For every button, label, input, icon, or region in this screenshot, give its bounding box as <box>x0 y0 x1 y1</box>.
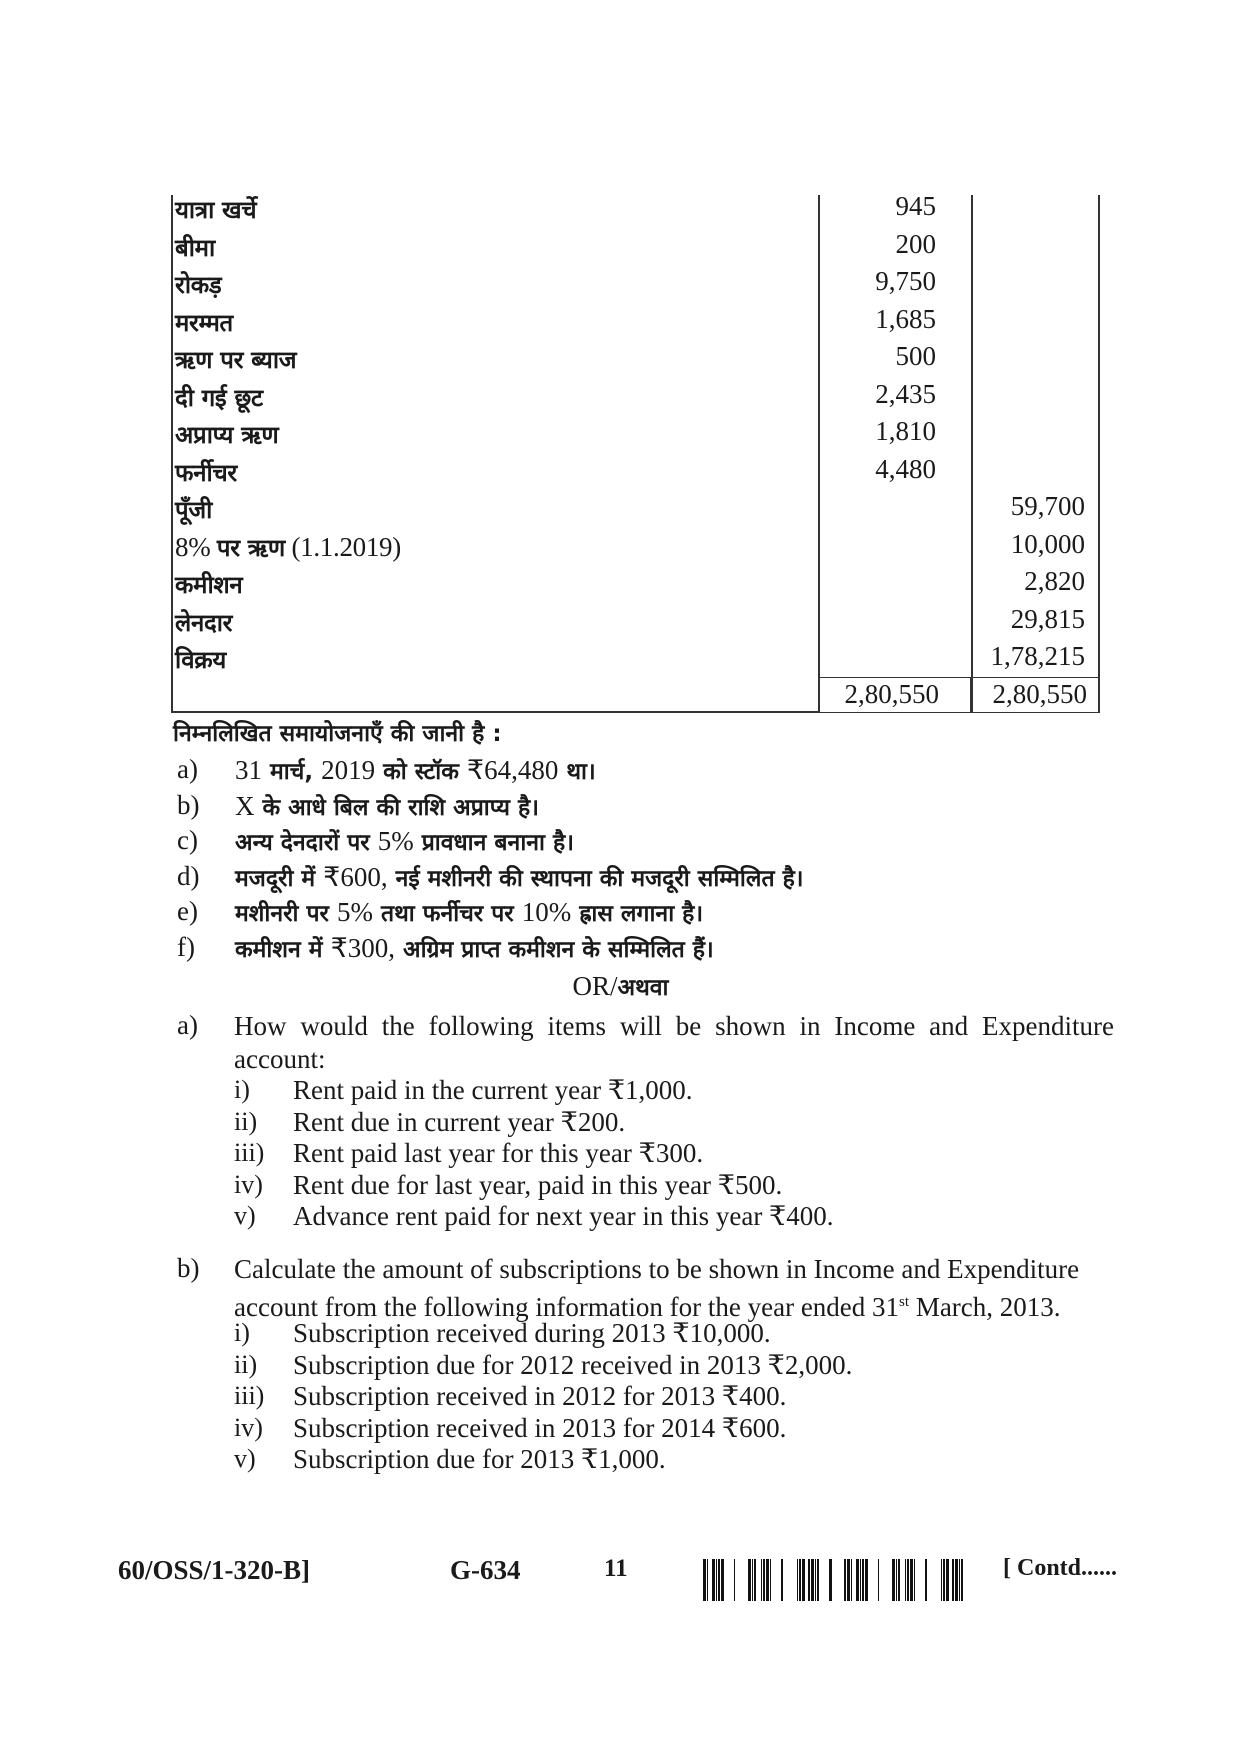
barcode-bar <box>959 1559 960 1601</box>
total-credit: 2,80,550 <box>992 679 1087 709</box>
adjustment-text-part: कमीशन में <box>235 936 331 963</box>
barcode-bar <box>946 1559 949 1601</box>
debit-amount: 2,435 <box>875 378 936 409</box>
barcode-bar <box>896 1559 897 1601</box>
account-name: रोकड़ <box>175 271 222 299</box>
adjustment-text-part: नई मशीनरी की स्थापना की मजदूरी सम्मिलित है। <box>387 865 804 892</box>
adjustment-text-part: ₹600, <box>323 861 388 892</box>
question-a-label: a) <box>177 1010 198 1040</box>
or-text-hindi: अथवा <box>617 975 669 1001</box>
barcode-bar <box>752 1559 753 1601</box>
adjustment-text-part: मजदूरी में <box>235 865 324 892</box>
or-separator <box>0 970 1241 1002</box>
barcode-bar <box>865 1559 868 1601</box>
table-row <box>171 641 1099 679</box>
sub-item-text: Subscription received in 2013 for 2014 ₹600. <box>293 1412 787 1443</box>
barcode-bar <box>811 1559 814 1601</box>
account-name: अप्राप्य ऋण <box>175 421 279 449</box>
barcode-bar <box>721 1559 724 1601</box>
sub-item-text: Rent paid in the current year ₹1,000. <box>293 1075 693 1105</box>
adjustment-text-part: तथा फर्नीचर पर <box>372 901 522 927</box>
barcode-bar <box>844 1559 846 1601</box>
sub-item-text: Rent due for last year, paid in this year ₹500. <box>293 1169 783 1200</box>
account-name: बीमा <box>175 233 215 262</box>
barcode-bar <box>941 1559 942 1601</box>
adjustment-label: a) <box>177 754 198 784</box>
barcode-bar <box>905 1559 906 1601</box>
barcode-bar <box>817 1559 819 1601</box>
adjustment-text-part: 5% <box>336 897 373 927</box>
sub-item-text: Advance rent paid for next year in this year ₹400. <box>293 1201 834 1231</box>
barcode-bar <box>952 1559 954 1601</box>
adjustment-label: d) <box>177 860 200 891</box>
barcode-bar <box>961 1559 963 1601</box>
barcode-bar <box>851 1559 852 1601</box>
credit-amount: 2,820 <box>1024 566 1085 596</box>
debit-amount: 200 <box>895 228 936 259</box>
sub-item-label: iv) <box>234 1412 263 1442</box>
account-name: दी गई छूट <box>175 383 263 412</box>
barcode-bar <box>856 1559 859 1601</box>
footer-contd: [ Contd...... <box>1003 1555 1118 1581</box>
adjustment-text-part: मशीनरी पर <box>235 901 337 927</box>
debit-amount: 945 <box>895 191 936 221</box>
question-b-line2-post: March, 2013. <box>909 1292 1061 1322</box>
sub-item-text: Rent paid last year for this year ₹300. <box>293 1138 704 1168</box>
barcode-bar <box>955 1559 958 1601</box>
adjustment-label: b) <box>177 789 200 820</box>
adjustment-text-part: प्रावधान बनाना है। <box>413 830 574 856</box>
sub-item-label: ii) <box>234 1106 258 1136</box>
barcode-bar <box>761 1559 762 1601</box>
footer-paper: G-634 <box>450 1555 521 1585</box>
account-name: मरम्मत <box>175 308 233 337</box>
barcode-bar <box>914 1559 915 1601</box>
question-b-line2-pre: account from the following information for the year ended 31 <box>234 1292 900 1322</box>
credit-amount: 1,78,215 <box>990 641 1085 671</box>
barcode-bar <box>797 1559 798 1601</box>
adjustment-text-part: अन्य देनदारों पर <box>235 830 378 856</box>
account-name: यात्रा खर्चे <box>175 196 257 224</box>
adjustment-text-part: मार्च, <box>262 759 322 785</box>
debit-amount: 1,810 <box>875 416 936 446</box>
table-row <box>171 566 1099 604</box>
adjustment-text-part: था। <box>558 759 596 785</box>
adjustment-text-part: ₹300, <box>330 932 395 963</box>
barcode-bar <box>707 1559 708 1601</box>
sub-item-label: i) <box>234 1318 250 1347</box>
table-row <box>171 454 1099 492</box>
sub-item-label: iv) <box>234 1169 263 1199</box>
sub-item-text: Subscription due for 2013 ₹1,000. <box>293 1444 666 1474</box>
account-name: फर्नीचर <box>175 458 237 487</box>
table-row <box>171 304 1099 342</box>
question-b-label: b) <box>177 1253 200 1283</box>
adjustment-text-part: 10% <box>521 897 572 927</box>
barcode-bar <box>860 1559 861 1601</box>
table-row <box>171 266 1099 304</box>
barcode-bar <box>910 1559 913 1601</box>
question-b-line1: Calculate the amount of subscriptions to be shown in Income and Expenditure <box>234 1254 1080 1284</box>
sub-item-label: v) <box>234 1444 256 1473</box>
sub-item-label: v) <box>234 1201 256 1230</box>
account-name-mid: पर ऋण <box>216 533 285 562</box>
debit-amount: 1,685 <box>875 303 936 334</box>
adjustment-label: f) <box>177 931 195 962</box>
table-row <box>171 341 1099 379</box>
adjustment-text <box>235 825 574 857</box>
adjustment-text-part: 2019 <box>321 755 376 785</box>
account-name-prefix: 8% <box>175 531 211 562</box>
account-name-suffix: (1.1.2019) <box>291 531 401 562</box>
table-row <box>171 229 1099 267</box>
table-bottom-rule <box>171 711 819 713</box>
barcode-bar <box>712 1559 715 1601</box>
table-row <box>171 379 1099 417</box>
barcode-bar <box>754 1559 756 1601</box>
sub-item-label: i) <box>234 1075 250 1104</box>
account-name: ऋण पर ब्याज <box>175 346 297 374</box>
barcode-bar <box>829 1559 832 1601</box>
barcode-bar <box>748 1559 751 1601</box>
question-b-line2-sup: st <box>899 1294 910 1310</box>
account-name: विक्रय <box>175 646 227 674</box>
sub-item-text: Rent due in current year ₹200. <box>293 1106 626 1137</box>
barcode-image <box>703 1559 972 1601</box>
account-name: लेनदार <box>175 608 233 637</box>
adjustment-text <box>235 932 714 964</box>
barcode-bar <box>802 1559 805 1601</box>
question-a-text: How would the following items will be shown in Income and Expenditure account: <box>234 1011 1114 1074</box>
credit-amount: 10,000 <box>1010 528 1085 559</box>
account-name: कमीशन <box>175 571 243 599</box>
table-row <box>171 191 1099 229</box>
adjustment-text-part: X <box>235 790 255 821</box>
barcode-bar <box>703 1559 706 1601</box>
barcode-bar <box>898 1559 900 1601</box>
sub-item-text: Subscription due for 2012 received in 2013 ₹2,000. <box>293 1349 853 1380</box>
debit-amount: 9,750 <box>875 266 936 296</box>
sub-item-text: Subscription received in 2012 for 2013 ₹400. <box>293 1381 787 1411</box>
adjustment-text <box>235 754 596 786</box>
sub-item-label: ii) <box>234 1349 258 1379</box>
adjustment-label: c) <box>177 825 198 855</box>
sub-item-label: iii) <box>234 1381 265 1410</box>
adjustment-text-part: को स्टॉक <box>375 759 467 785</box>
barcode-bar <box>716 1559 717 1601</box>
adjustment-text-part: 31 <box>235 755 262 785</box>
table-row <box>171 529 1099 567</box>
barcode-bar <box>943 1559 945 1601</box>
barcode-bar <box>892 1559 895 1601</box>
trial-balance-table <box>171 191 1099 679</box>
or-text: OR/ <box>572 971 618 1001</box>
footer-code: 60/OSS/1-320-B] <box>118 1555 311 1585</box>
barcode-bar <box>718 1559 720 1601</box>
credit-amount: 29,815 <box>1010 603 1085 634</box>
adjustment-text <box>235 790 539 822</box>
sub-item-text: Subscription received during 2013 ₹10,000. <box>293 1318 771 1348</box>
barcode-bar <box>815 1559 816 1601</box>
debit-amount: 4,480 <box>875 453 936 484</box>
adjustment-text-part: ₹64,480 <box>466 755 559 785</box>
adjustment-text <box>235 861 804 893</box>
barcode-bar <box>766 1559 769 1601</box>
table-row <box>171 491 1099 529</box>
barcode-bar <box>808 1559 810 1601</box>
adjustment-text-part: 5% <box>377 826 414 856</box>
barcode-bar <box>781 1559 783 1601</box>
barcode-bar <box>878 1559 879 1601</box>
table-row <box>171 416 1099 454</box>
total-debit: 2,80,550 <box>844 679 939 709</box>
barcode-bar <box>799 1559 801 1601</box>
adjustment-text-part: अग्रिम प्राप्त कमीशन के सम्मिलित हैं। <box>395 936 714 963</box>
adjustment-text <box>235 896 703 928</box>
credit-amount: 59,700 <box>1010 491 1085 521</box>
account-name: पूँजी <box>175 496 213 524</box>
account-name <box>175 531 401 564</box>
barcode-bar <box>862 1559 864 1601</box>
adjustment-text-part: ह्रास लगाना है। <box>571 901 704 927</box>
barcode-bar <box>907 1559 909 1601</box>
footer-page-number: 11 <box>604 1555 628 1582</box>
debit-amount: 500 <box>895 341 936 371</box>
barcode-bar <box>925 1559 927 1601</box>
barcode-bar <box>763 1559 765 1601</box>
sub-item-label: iii) <box>234 1138 265 1167</box>
adjustment-label: e) <box>177 896 198 926</box>
adjustment-text-part: के आधे बिल की राशि अप्राप्य है। <box>254 794 539 821</box>
barcode-bar <box>734 1559 735 1601</box>
barcode-bar <box>770 1559 771 1601</box>
adjustments-heading: निम्नलिखित समायोजनाएँ की जानी है : <box>173 721 502 747</box>
table-row <box>171 604 1099 642</box>
barcode-bar <box>847 1559 850 1601</box>
